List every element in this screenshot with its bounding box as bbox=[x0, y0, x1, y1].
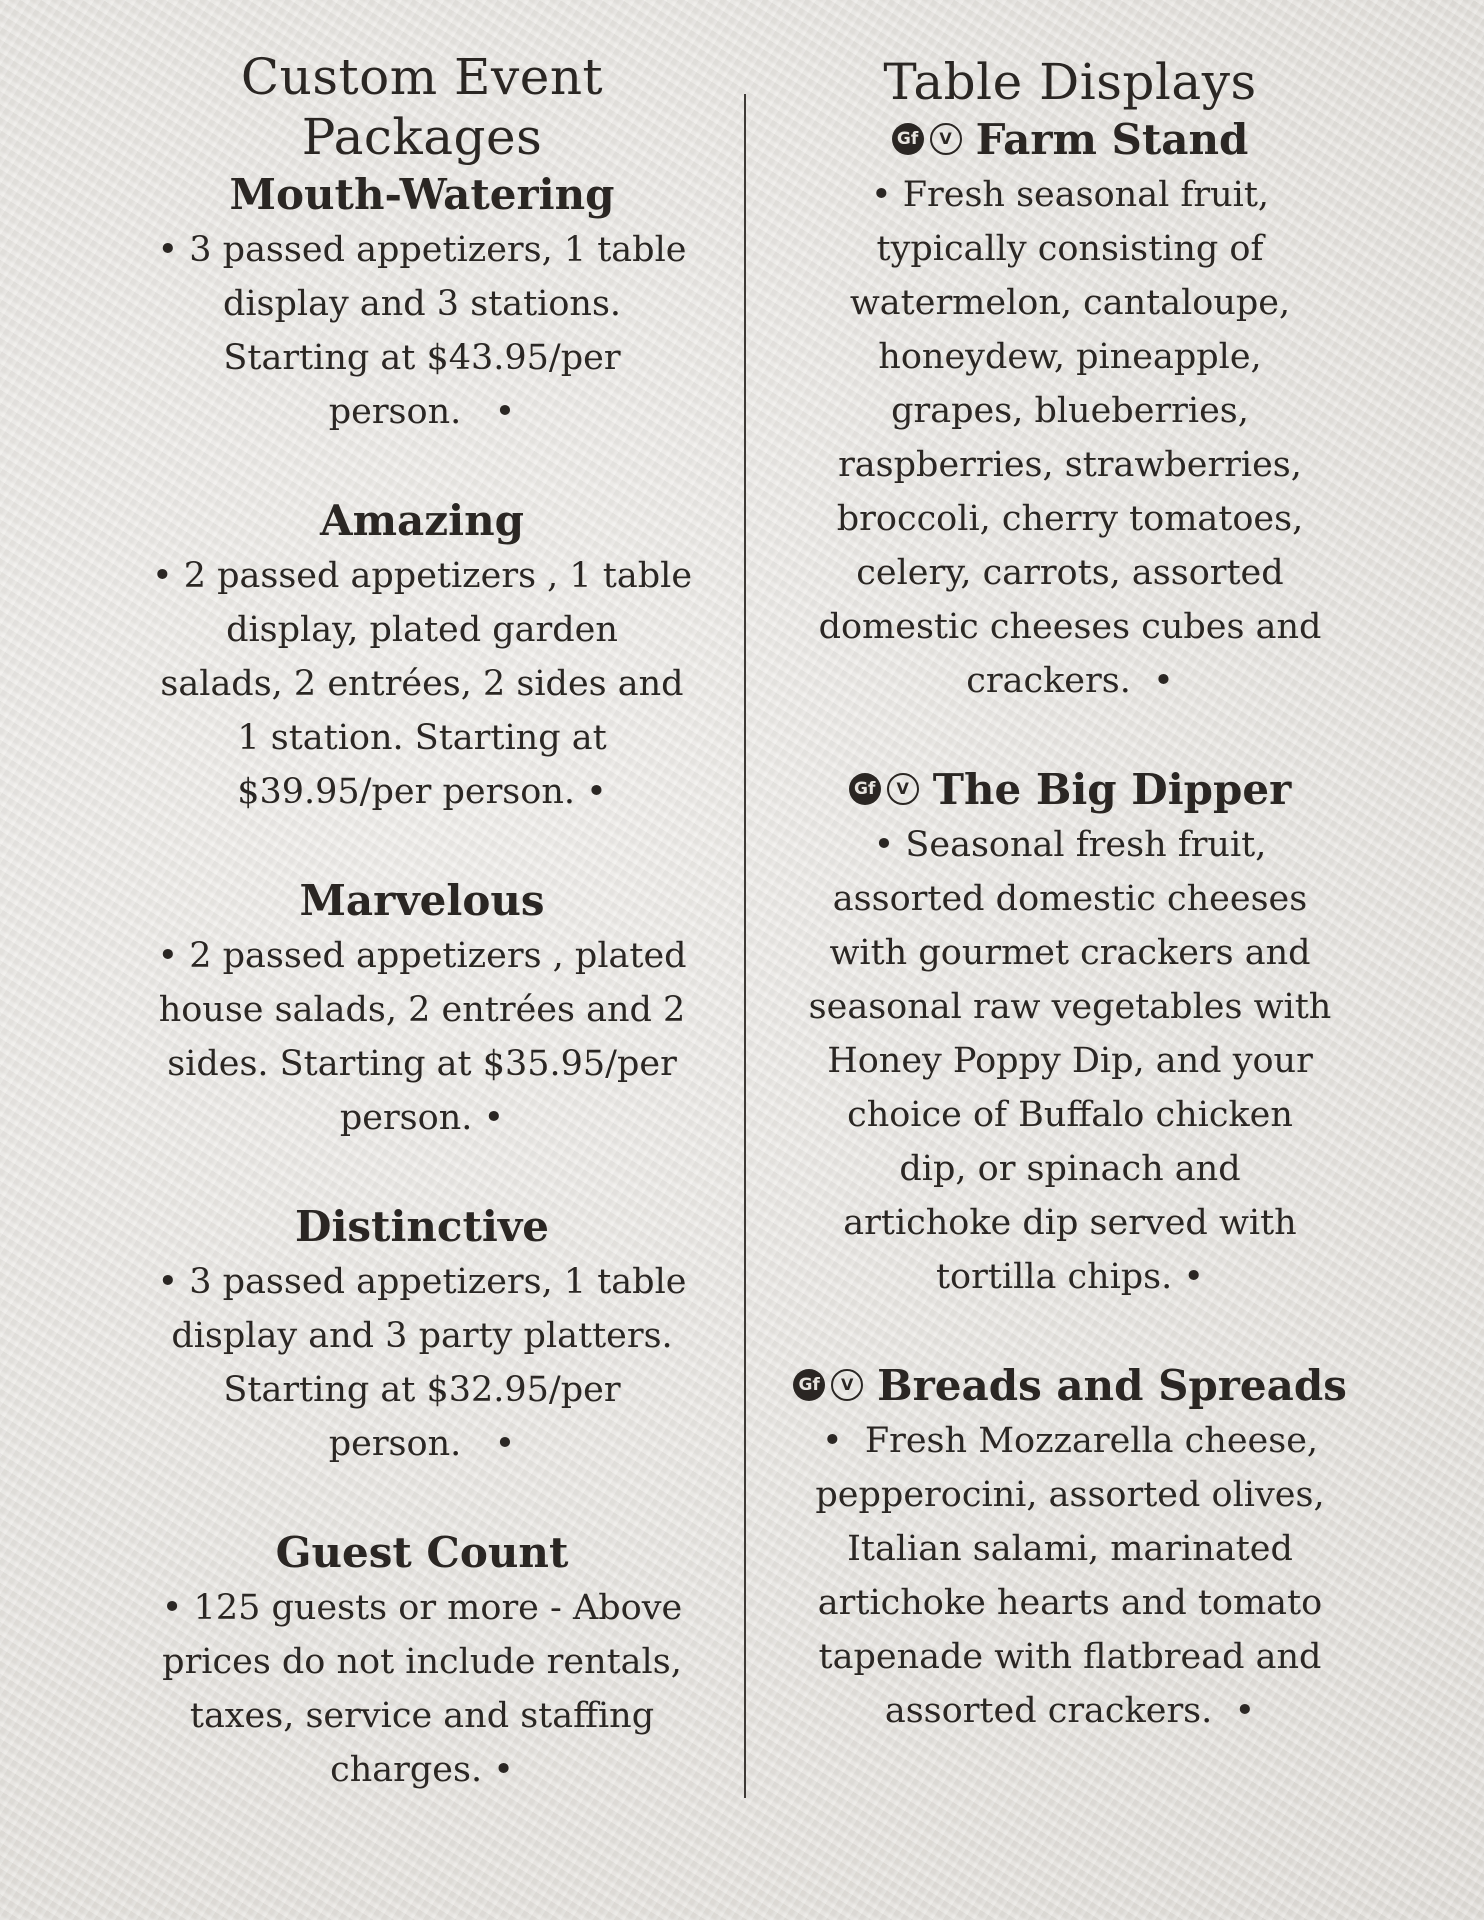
description-line: choice of Buffalo chicken bbox=[847, 1095, 1293, 1135]
section-description bbox=[118, 1581, 726, 1797]
section-spacer bbox=[118, 819, 726, 873]
section-title bbox=[790, 112, 1350, 168]
section-title bbox=[118, 167, 726, 223]
package-section bbox=[118, 493, 726, 819]
description-line: $39.95/per person. • bbox=[237, 772, 607, 812]
description-line: • 3 passed appetizers, 1 table bbox=[157, 1262, 687, 1302]
displays-heading: Table Displays bbox=[883, 53, 1257, 111]
section-description bbox=[790, 168, 1350, 708]
description-line: • Fresh seasonal fruit, bbox=[870, 175, 1270, 215]
description-line: 1 station. Starting at bbox=[237, 718, 607, 758]
section-title bbox=[118, 1525, 726, 1581]
section-spacer bbox=[790, 1304, 1350, 1358]
description-line: display and 3 party platters. bbox=[171, 1316, 673, 1356]
display-section bbox=[790, 112, 1350, 708]
description-line: honeydew, pineapple, bbox=[878, 337, 1262, 377]
description-line: grapes, blueberries, bbox=[891, 391, 1249, 431]
description-line: seasonal raw vegetables with bbox=[808, 987, 1332, 1027]
section-title bbox=[790, 762, 1350, 818]
section-title bbox=[118, 493, 726, 549]
description-line: salads, 2 entrées, 2 sides and bbox=[160, 664, 684, 704]
section-spacer bbox=[790, 708, 1350, 762]
description-line: tortilla chips. • bbox=[935, 1257, 1205, 1297]
description-line: prices do not include rentals, bbox=[162, 1642, 682, 1682]
gluten-free-icon: Gf bbox=[892, 123, 924, 155]
dietary-icons bbox=[892, 123, 962, 155]
dietary-icons bbox=[793, 1369, 863, 1401]
display-section bbox=[790, 762, 1350, 1304]
section-spacer bbox=[118, 1471, 726, 1525]
vegetarian-icon: V bbox=[831, 1369, 863, 1401]
section-title bbox=[118, 1199, 726, 1255]
description-line: Italian salami, marinated bbox=[847, 1529, 1293, 1569]
description-line: • 2 passed appetizers , 1 table bbox=[151, 556, 693, 596]
section-description bbox=[118, 549, 726, 819]
package-section bbox=[118, 1525, 726, 1797]
description-line: person. • bbox=[339, 1098, 505, 1138]
section-description bbox=[118, 929, 726, 1145]
description-line: person. • bbox=[328, 1424, 516, 1464]
packages-heading: Custom Event Packages bbox=[240, 48, 604, 166]
description-line: sides. Starting at $35.95/per bbox=[167, 1044, 677, 1084]
gluten-free-icon: Gf bbox=[849, 773, 881, 805]
description-line: raspberries, strawberries, bbox=[838, 445, 1302, 485]
package-section bbox=[118, 873, 726, 1145]
description-line: • Seasonal fresh fruit, bbox=[873, 825, 1267, 865]
section-title bbox=[790, 1358, 1350, 1414]
packages-column bbox=[118, 0, 726, 1797]
description-line: • 125 guests or more - Above bbox=[161, 1588, 683, 1628]
section-description bbox=[118, 1255, 726, 1471]
section-description bbox=[118, 223, 726, 439]
description-line: tapenade with flatbread and bbox=[818, 1637, 1322, 1677]
description-line: celery, carrots, assorted bbox=[856, 553, 1284, 593]
section-title bbox=[118, 873, 726, 929]
column-divider bbox=[744, 94, 746, 1798]
displays-column bbox=[790, 0, 1350, 1738]
description-line: person. • bbox=[328, 392, 516, 432]
description-line: artichoke hearts and tomato bbox=[817, 1583, 1323, 1623]
section-title-text: Marvelous bbox=[299, 876, 545, 925]
description-line: artichoke dip served with bbox=[843, 1203, 1297, 1243]
description-line: assorted crackers. • bbox=[884, 1691, 1256, 1731]
section-spacer bbox=[118, 1145, 726, 1199]
section-title-text: Guest Count bbox=[275, 1528, 569, 1577]
description-line: display, plated garden bbox=[226, 610, 618, 650]
displays-list bbox=[790, 112, 1350, 1738]
description-line: broccoli, cherry tomatoes, bbox=[836, 499, 1304, 539]
dietary-icons bbox=[849, 773, 919, 805]
description-line: domestic cheeses cubes and bbox=[818, 607, 1322, 647]
section-title-text: Distinctive bbox=[295, 1202, 549, 1251]
description-line: Honey Poppy Dip, and your bbox=[827, 1041, 1313, 1081]
vegetarian-icon: V bbox=[930, 123, 962, 155]
packages-list bbox=[118, 167, 726, 1797]
section-title-text: The Big Dipper bbox=[932, 765, 1292, 814]
section-description bbox=[790, 818, 1350, 1304]
description-line: house salads, 2 entrées and 2 bbox=[158, 990, 686, 1030]
description-line: charges. • bbox=[330, 1750, 514, 1790]
description-line: • 3 passed appetizers, 1 table bbox=[157, 230, 687, 270]
description-line: crackers. • bbox=[966, 661, 1174, 701]
gluten-free-icon: Gf bbox=[793, 1369, 825, 1401]
description-line: pepperocini, assorted olives, bbox=[815, 1475, 1325, 1515]
section-title-text: Mouth-Watering bbox=[229, 170, 615, 219]
description-line: typically consisting of bbox=[876, 229, 1264, 269]
description-line: watermelon, cantaloupe, bbox=[849, 283, 1291, 323]
section-spacer bbox=[118, 439, 726, 493]
description-line: taxes, service and staffing bbox=[189, 1696, 655, 1736]
description-line: dip, or spinach and bbox=[899, 1149, 1241, 1189]
package-section bbox=[118, 167, 726, 439]
description-line: Starting at $32.95/per bbox=[223, 1370, 621, 1410]
description-line: • 2 passed appetizers , plated bbox=[157, 936, 687, 976]
description-line: assorted domestic cheeses bbox=[832, 879, 1308, 919]
package-section bbox=[118, 1199, 726, 1471]
section-title-text: Breads and Spreads bbox=[877, 1361, 1347, 1410]
section-title-text: Farm Stand bbox=[975, 115, 1249, 164]
description-line: with gourmet crackers and bbox=[829, 933, 1311, 973]
description-line: display and 3 stations. bbox=[222, 284, 622, 324]
description-line: • Fresh Mozzarella cheese, bbox=[821, 1421, 1319, 1461]
section-description bbox=[790, 1414, 1350, 1738]
section-title-text: Amazing bbox=[320, 496, 524, 545]
description-line: Starting at $43.95/per bbox=[223, 338, 621, 378]
vegetarian-icon: V bbox=[887, 773, 919, 805]
display-section bbox=[790, 1358, 1350, 1738]
